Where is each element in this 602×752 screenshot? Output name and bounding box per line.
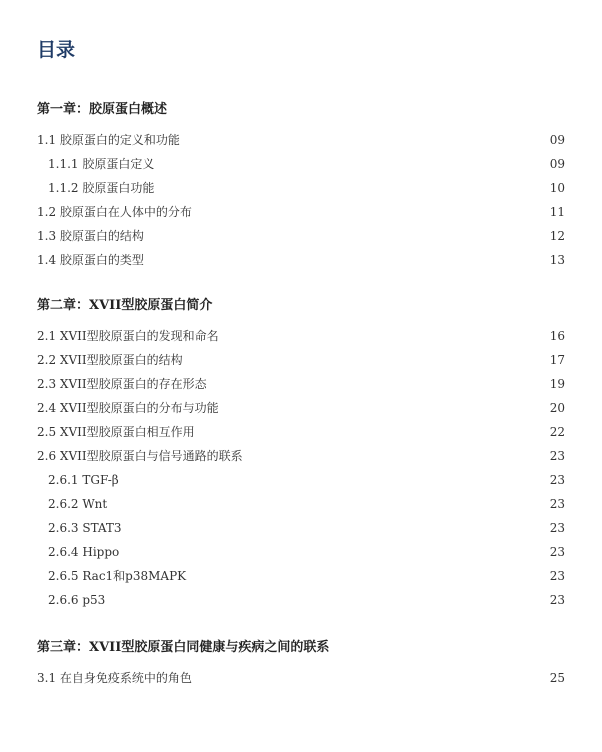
toc-entry-page: 09 bbox=[549, 133, 565, 147]
toc-entry-page: 19 bbox=[549, 377, 565, 391]
toc-entry-label: 2.3 XVII型胶原蛋白的存在形态 bbox=[37, 377, 207, 391]
toc-entry-label: 2.6.3 STAT3 bbox=[48, 521, 122, 535]
toc-entry[interactable] bbox=[37, 540, 565, 564]
toc-entry-label: 3.1 在自身免疫系统中的角色 bbox=[37, 671, 192, 685]
toc-entry-page: 23 bbox=[549, 473, 565, 487]
toc-entry-page: 23 bbox=[549, 449, 565, 463]
toc-entry[interactable] bbox=[37, 324, 565, 348]
toc-entry-page: 23 bbox=[549, 569, 565, 583]
toc-entry[interactable] bbox=[37, 588, 565, 612]
toc-entry-page: 11 bbox=[549, 205, 565, 219]
toc-entry-label: 1.4 胶原蛋白的类型 bbox=[37, 253, 144, 267]
toc-entry-label: 2.5 XVII型胶原蛋白相互作用 bbox=[37, 425, 195, 439]
chapter-section bbox=[37, 638, 565, 690]
toc-entry[interactable] bbox=[37, 200, 565, 224]
toc-entry-label: 2.6.5 Rac1和p38MAPK bbox=[48, 569, 187, 583]
toc-entry-label: 2.1 XVII型胶原蛋白的发现和命名 bbox=[37, 329, 219, 343]
toc-entry-label: 2.6.1 TGF-β bbox=[48, 473, 119, 487]
chapter-title: 第一章：胶原蛋白概述 bbox=[37, 102, 168, 117]
toc-entry[interactable] bbox=[37, 224, 565, 248]
toc-entry-list bbox=[37, 128, 565, 272]
chapter-section bbox=[37, 296, 565, 612]
toc-entry-label: 1.3 胶原蛋白的结构 bbox=[37, 229, 144, 243]
toc-entry-page: 23 bbox=[549, 545, 565, 559]
toc-entry[interactable] bbox=[37, 372, 565, 396]
toc-entry-page: 23 bbox=[549, 497, 565, 511]
toc-entry-label: 1.1.1 胶原蛋白定义 bbox=[48, 157, 155, 171]
toc-entry-page: 16 bbox=[549, 329, 565, 343]
toc-entry[interactable] bbox=[37, 396, 565, 420]
toc-entry[interactable] bbox=[37, 516, 565, 540]
toc-entry[interactable] bbox=[37, 666, 565, 690]
toc-entry[interactable] bbox=[37, 152, 565, 176]
toc-entry-label: 2.2 XVII型胶原蛋白的结构 bbox=[37, 353, 183, 367]
toc-entry[interactable] bbox=[37, 564, 565, 588]
toc-entry-label: 2.6.6 p53 bbox=[48, 593, 106, 607]
toc-title: 目录 bbox=[37, 39, 76, 61]
toc-entry-label: 2.6 XVII型胶原蛋白与信号通路的联系 bbox=[37, 449, 243, 463]
toc-entry-page: 23 bbox=[549, 521, 565, 535]
toc-entry[interactable] bbox=[37, 128, 565, 152]
toc-entry-page: 22 bbox=[549, 425, 565, 439]
toc-entry[interactable] bbox=[37, 248, 565, 272]
toc-entry-page: 12 bbox=[549, 229, 565, 243]
toc-entry-label: 1.1.2 胶原蛋白功能 bbox=[48, 181, 155, 195]
toc-entry[interactable] bbox=[37, 348, 565, 372]
toc-entry-label: 1.1 胶原蛋白的定义和功能 bbox=[37, 133, 180, 147]
toc-entry-page: 10 bbox=[549, 181, 565, 195]
toc-entry[interactable] bbox=[37, 492, 565, 516]
toc-entry[interactable] bbox=[37, 468, 565, 492]
toc-entry-page: 20 bbox=[549, 401, 565, 415]
toc-entry[interactable] bbox=[37, 444, 565, 468]
toc-entry-page: 13 bbox=[549, 253, 565, 267]
toc-entry[interactable] bbox=[37, 176, 565, 200]
chapter-title: 第二章：XVII型胶原蛋白简介 bbox=[37, 298, 213, 313]
toc-entry[interactable] bbox=[37, 420, 565, 444]
toc-entry-page: 23 bbox=[549, 593, 565, 607]
toc-entry-page: 25 bbox=[549, 671, 565, 685]
toc-entry-page: 09 bbox=[549, 157, 565, 171]
chapter-section bbox=[37, 100, 565, 272]
toc-entry-label: 2.6.4 Hippo bbox=[48, 545, 120, 559]
chapter-title: 第三章：XVII型胶原蛋白同健康与疾病之间的联系 bbox=[37, 640, 330, 655]
toc-entry-label: 1.2 胶原蛋白在人体中的分布 bbox=[37, 205, 192, 219]
toc-entry-list bbox=[37, 324, 565, 612]
toc-entry-label: 2.6.2 Wnt bbox=[48, 497, 108, 511]
toc-entry-page: 17 bbox=[549, 353, 565, 367]
toc-entry-list bbox=[37, 666, 565, 690]
toc-entry-label: 2.4 XVII型胶原蛋白的分布与功能 bbox=[37, 401, 219, 415]
